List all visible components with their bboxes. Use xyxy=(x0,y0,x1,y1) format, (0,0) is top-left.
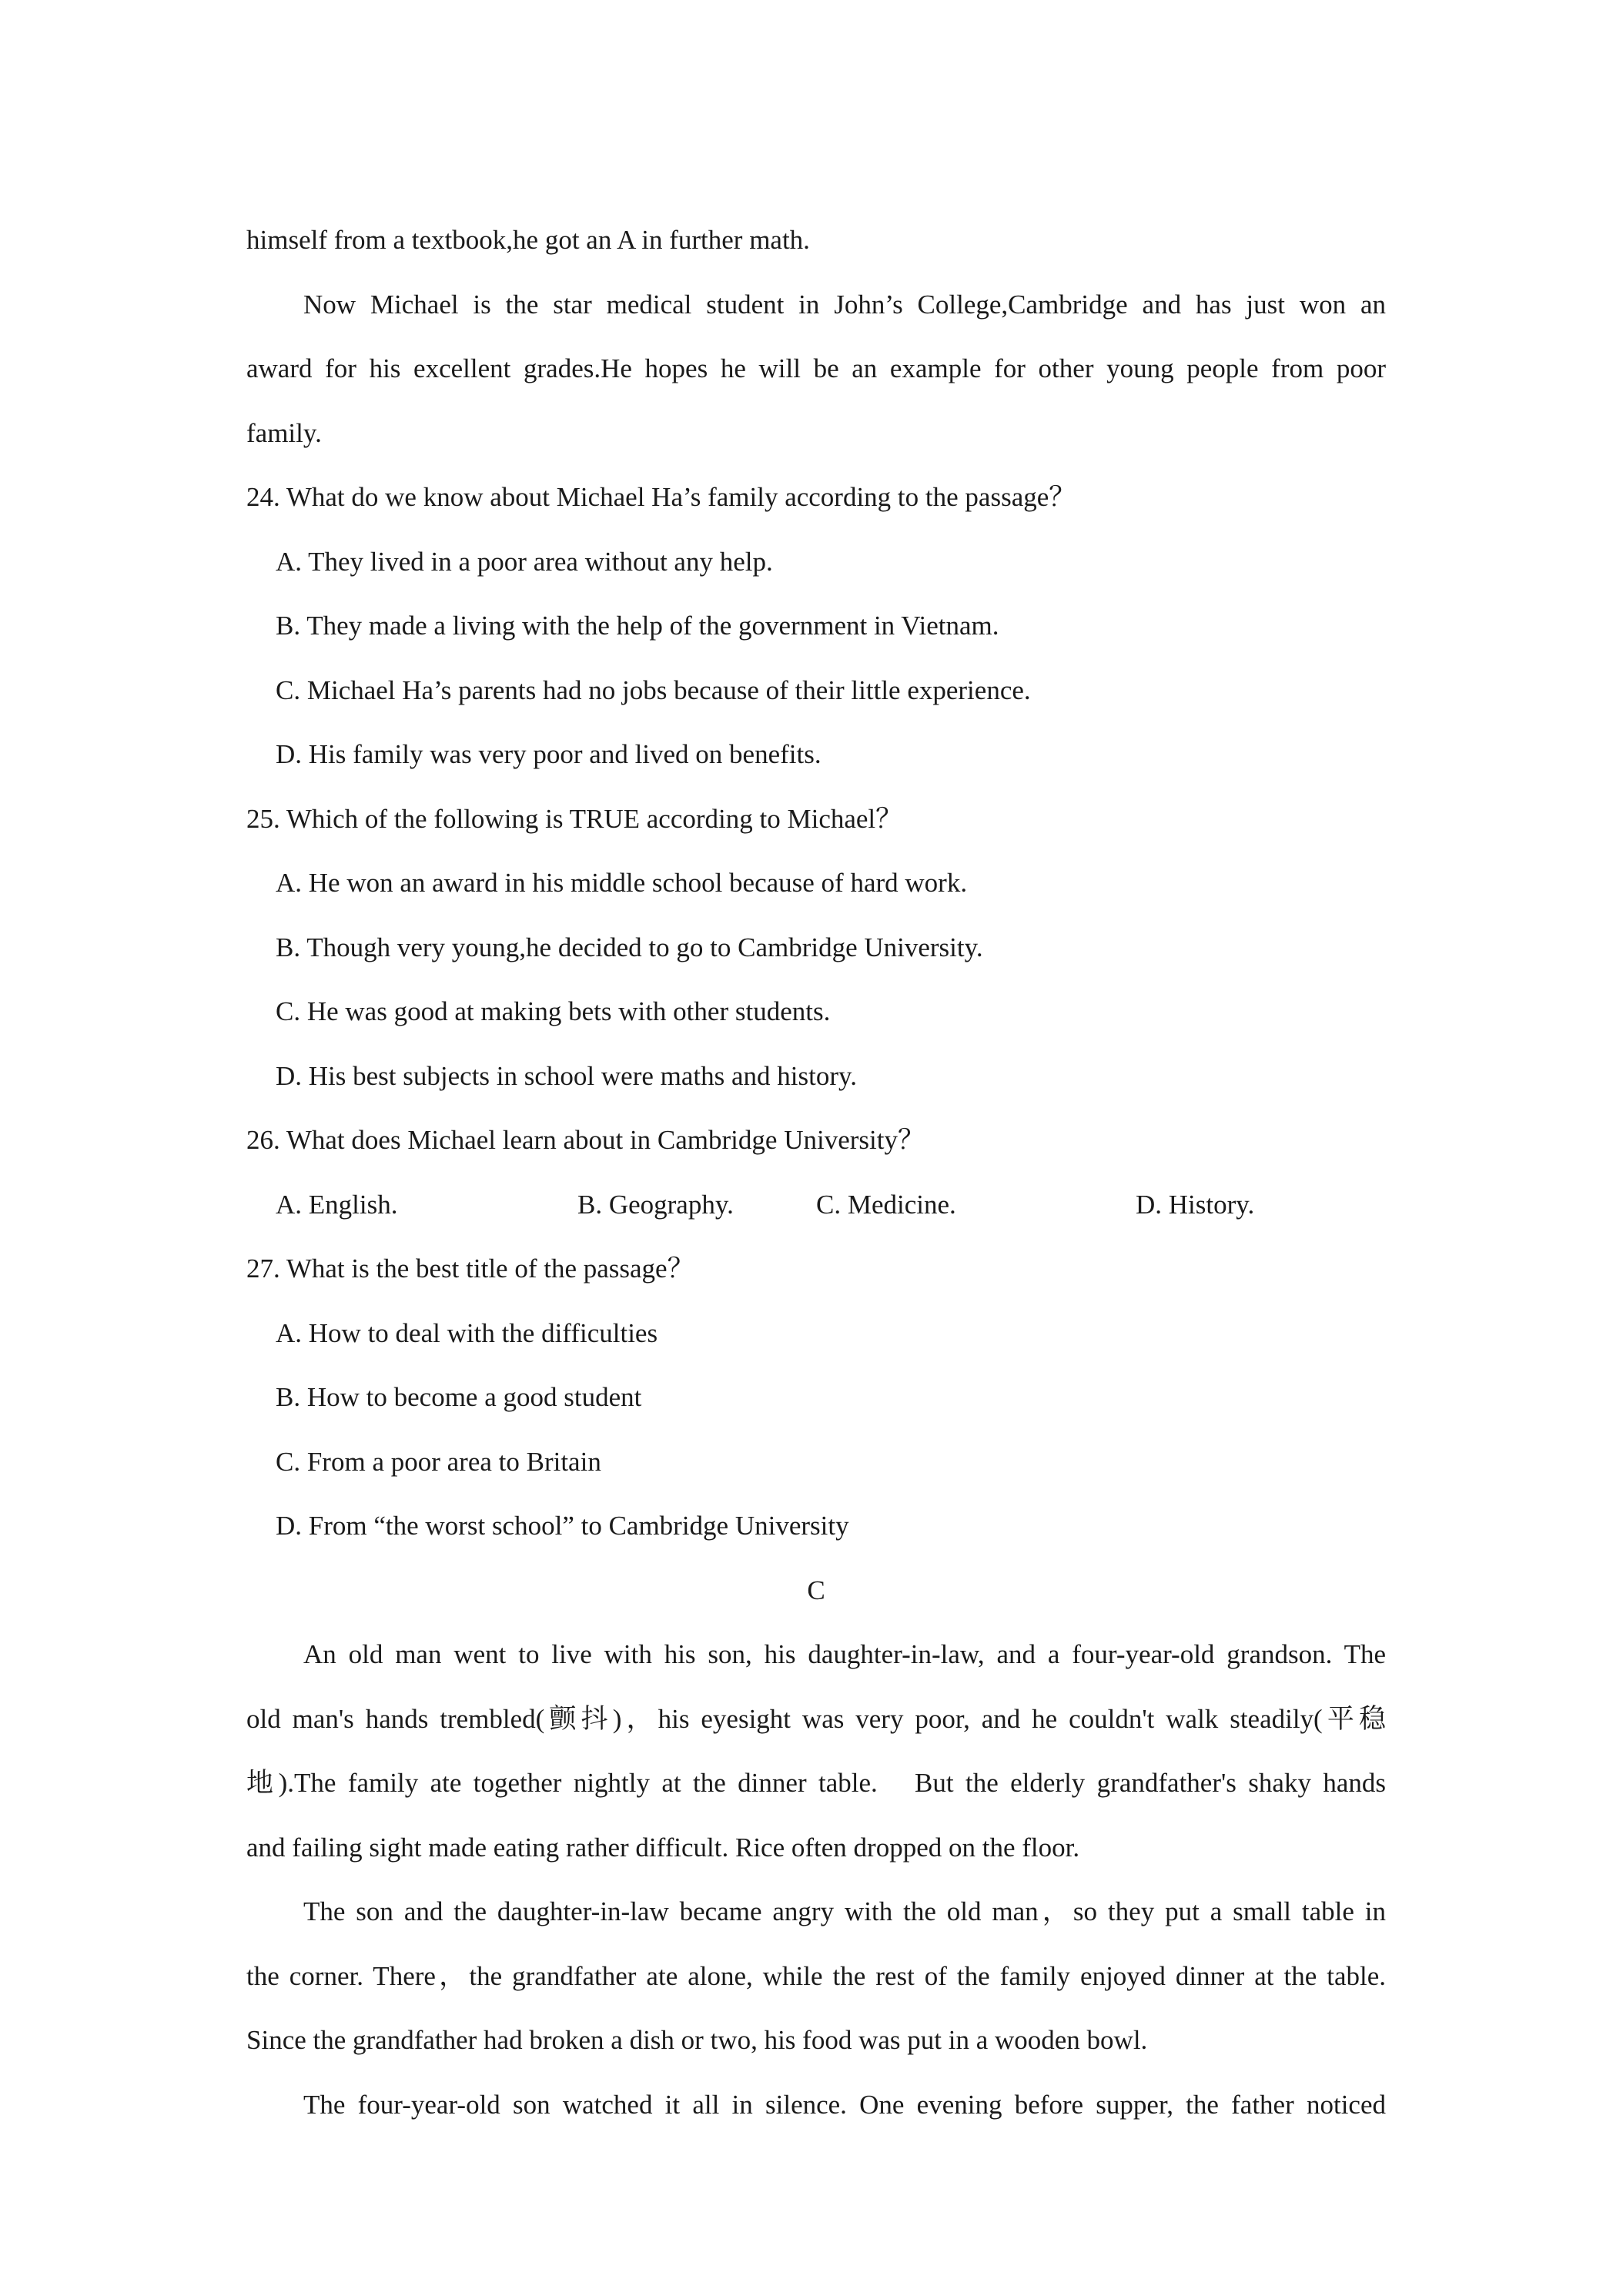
passage-paragraph xyxy=(246,2073,1386,2137)
section-heading: C xyxy=(807,1575,825,1605)
answer-option-a: A. They lived in a poor area without any help. xyxy=(276,546,773,577)
passage-line: and failing sight made eating rather difficult. Rice often dropped on the floor. xyxy=(246,1832,1080,1863)
passage-paragraph xyxy=(246,273,1386,466)
answer-options-row xyxy=(246,1173,1386,1237)
answer-option-b: B. How to become a good student xyxy=(276,1382,642,1412)
question-25 xyxy=(246,787,1386,1109)
passage-line: the corner. There，the grandfather ate alone, while the rest of the family enjoyed dinner at the table. xyxy=(246,1960,1386,1991)
exam-page xyxy=(246,208,1386,2137)
passage-line: himself from a textbook,he got an A in further math. xyxy=(246,225,810,255)
question-stem: 27. What is the best title of the passage？ xyxy=(246,1253,694,1284)
question-27 xyxy=(246,1237,1386,1558)
answer-option-d: D. History. xyxy=(1136,1189,1255,1220)
answer-option-d: D. His family was very poor and lived on benefits. xyxy=(276,739,822,769)
answer-option-c: C. Michael Ha’s parents had no jobs because of their little experience. xyxy=(276,674,1031,705)
answer-option-b: B. Geography. xyxy=(577,1189,734,1220)
passage-line: 地).The family ate together nightly at the dinner table. But the elderly grandfather's shaky hands xyxy=(246,1768,1386,1798)
answer-option-d: D. From “the worst school” to Cambridge University xyxy=(276,1511,849,1541)
passage-line: Since the grandfather had broken a dish or two, his food was put in a wooden bowl. xyxy=(246,2025,1148,2055)
answer-option-b: B. They made a living with the help of the government in Vietnam. xyxy=(276,611,999,641)
answer-option-c: C. Medicine. xyxy=(816,1189,956,1220)
answer-option-a: A. English. xyxy=(276,1189,398,1220)
answer-option-c: C. From a poor area to Britain xyxy=(276,1446,601,1477)
question-24 xyxy=(246,465,1386,787)
passage-line: The son and the daughter-in-law became angry with the old man，so they put a small table in xyxy=(303,1896,1386,1926)
passage-line: Now Michael is the star medical student in John’s College,Cambridge and has just won an xyxy=(303,289,1386,320)
answer-option-d: D. His best subjects in school were maths and history. xyxy=(276,1060,857,1091)
passage-line: award for his excellent grades.He hopes he will be an example for other young people from poor xyxy=(246,353,1386,383)
passage-line: old man's hands trembled(颤抖)，his eyesight was very poor, and he couldn't walk steadily(平稳 xyxy=(246,1703,1386,1734)
passage-line: The four-year-old son watched it all in silence. One evening before supper, the father noticed xyxy=(303,2089,1386,2120)
answer-option-c: C. He was good at making bets with other students. xyxy=(276,996,831,1026)
question-stem: 25. Which of the following is TRUE according to Michael？ xyxy=(246,803,903,834)
answer-option-a: A. He won an award in his middle school because of hard work. xyxy=(276,868,968,898)
answer-option-b: B. Though very young,he decided to go to Cambridge University. xyxy=(276,932,983,962)
passage-paragraph xyxy=(246,1622,1386,1879)
passage-line: An old man went to live with his son, his daughter-in-law, and a four-year-old grandson. The xyxy=(303,1639,1386,1669)
answer-option-a: A. How to deal with the difficulties xyxy=(276,1317,658,1348)
passage-paragraph xyxy=(246,1879,1386,2073)
question-stem: 26. What does Michael learn about in Cambridge University？ xyxy=(246,1125,925,1155)
question-stem: 24. What do we know about Michael Ha’s family according to the passage？ xyxy=(246,482,1076,512)
question-26 xyxy=(246,1108,1386,1237)
passage-line: family. xyxy=(246,417,322,448)
